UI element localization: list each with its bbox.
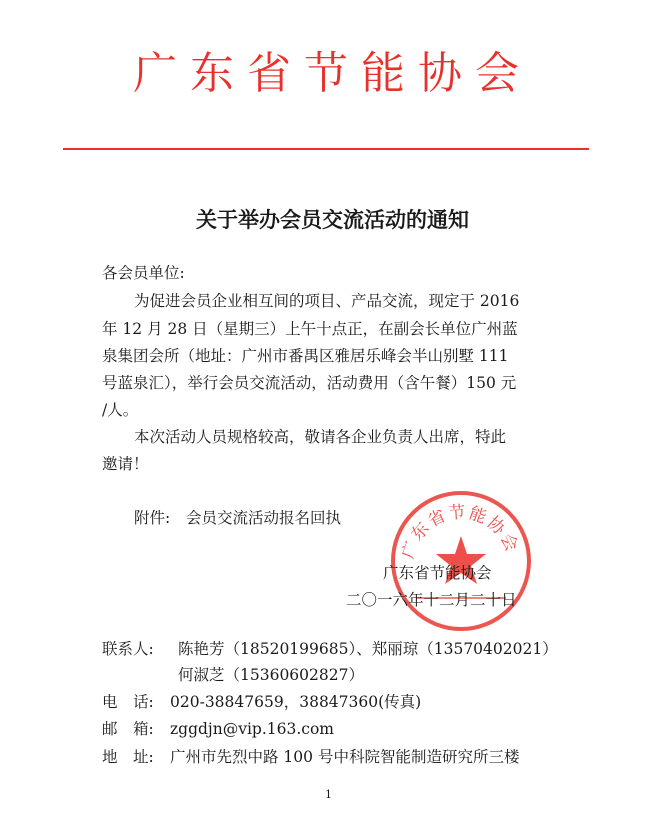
notice-title: 关于举办会员交流活动的通知 (196, 208, 469, 232)
org-header-title: 广东省节能协会 (133, 48, 532, 99)
attachment-text: 会员交流活动报名回执 (186, 509, 342, 527)
body-line: 泉集团会所（地址：广州市番禺区雅居乐峰会半山别墅 111 (102, 347, 509, 365)
official-seal-stamp (386, 486, 536, 636)
email-label: 邮 箱: (102, 720, 154, 738)
contact-label: 联系人: (102, 640, 154, 658)
body-line: /人。 (102, 401, 139, 419)
attachment-label: 附件: (134, 509, 171, 527)
address-value: 广州市先烈中路 100 号中科院智能制造研究所三楼 (170, 748, 520, 766)
contact-people-line2: 何淑芝（15360602827） (178, 666, 364, 684)
body-line: 为促进会员企业相互间的项目、产品交流，现定于 2016 (134, 292, 520, 310)
header-divider (63, 148, 589, 150)
page-number: 1 (325, 788, 332, 801)
body-line: 本次活动人员规格较高，敬请各企业负责人出席，特此 (134, 428, 507, 446)
contact-people-line1: 陈艳芳（18520199685）、郑丽琼（13570402021） (178, 640, 558, 658)
phone-label: 电 话: (102, 693, 154, 711)
phone-value: 020-38847659，38847360(传真) (170, 693, 422, 711)
signature-org: 广东省节能协会 (383, 564, 492, 582)
salutation: 各会员单位: (102, 264, 185, 282)
seal-text: 广东省节能协会 (398, 502, 523, 562)
body-line: 号蓝泉汇），举行会员交流活动，活动费用（含午餐）150 元 (102, 374, 517, 392)
signature-date: 二〇一六年十二月二十日 (346, 591, 517, 609)
body-line: 邀请！ (102, 455, 149, 473)
body-line: 年 12 月 28 日（星期三）上午十点正，在副会长单位广州蓝 (102, 320, 518, 338)
email-value: zggdjn@vip.163.com (170, 720, 335, 738)
address-label: 地 址: (102, 748, 154, 766)
